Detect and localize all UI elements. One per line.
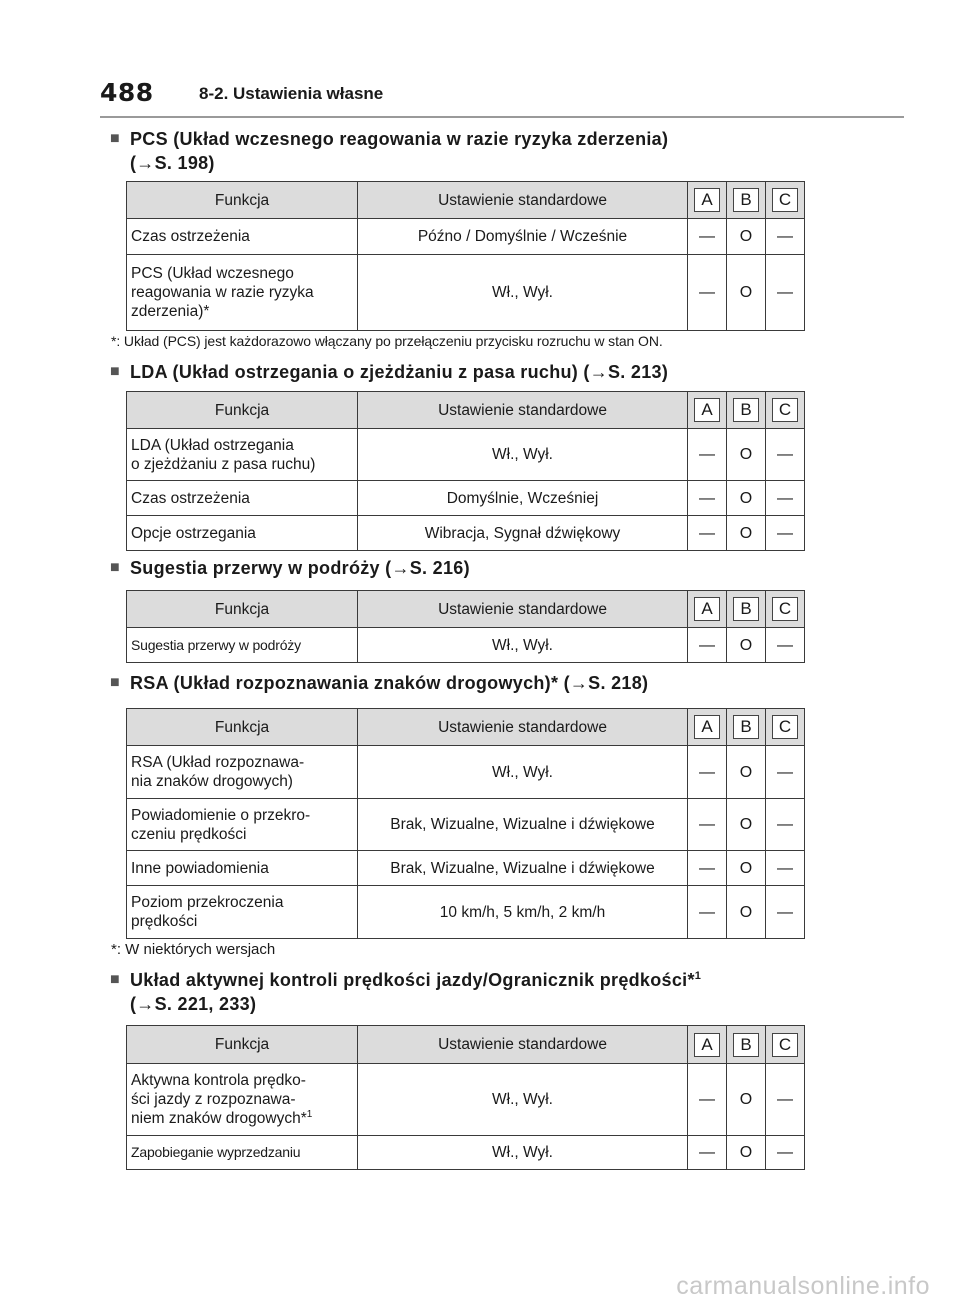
table-row [127,429,805,481]
heading-acc-line1-text: Układ aktywnej kontroli prędkości jazdy/Ogranicznik prędkości* [130,970,695,990]
cell-b: O [727,886,766,939]
cell-c: — [766,481,805,516]
cell-funkcja-line2: o zjeżdżaniu z pasa ruchu) [131,455,316,473]
square-bullet-icon: ■ [110,559,120,576]
column-b-badge: B [733,597,759,621]
column-c-badge: C [772,715,798,739]
header-funkcja: Funkcja [127,709,358,746]
cell-ustawienie: Późno / Domyślnie / Wcześnie [358,219,688,255]
heading-pcs-line2: (→S. 198) [130,153,215,173]
cell-funkcja [127,799,358,851]
watermark: carmanualsonline.info [676,1272,930,1300]
header-funkcja: Funkcja [127,182,358,219]
heading-break-suggestion-line1: Sugestia przerwy w podróży (→S. 216) [130,558,470,578]
cell-c: — [766,1136,805,1170]
cell-ustawienie: Brak, Wizualne, Wizualne i dźwiękowe [358,851,688,886]
footnote-rsa: *: W niektórych wersjach [111,941,276,958]
footnote-marker: 1 [694,970,702,982]
table-row [127,1064,805,1136]
section-title: 8-2. Ustawienia własne [199,84,384,103]
cell-funkcja: Zapobieganie wyprzedzaniu [127,1136,358,1170]
heading-pcs [110,127,668,175]
cell-funkcja: Czas ostrzeżenia [127,219,358,255]
column-a-badge: A [694,1033,720,1057]
cell-a: — [688,1064,727,1136]
cell-funkcja-line1: Powiadomienie o przekro- [131,806,311,824]
cell-b: O [727,1064,766,1136]
header-ustawienie: Ustawienie standardowe [358,182,688,219]
footnote-pcs: *: Układ (PCS) jest każdorazowo włączany po przełączeniu przycisku rozruchu w stan ON. [111,333,663,349]
column-b-badge: B [733,1033,759,1057]
table-row [127,628,805,663]
column-c-badge: C [772,188,798,212]
cell-c: — [766,799,805,851]
cell-a: — [688,851,727,886]
table-row [127,219,805,255]
cell-a: — [688,255,727,331]
table-header-row [127,1026,805,1064]
cell-ustawienie: Brak, Wizualne, Wizualne i dźwiękowe [358,799,688,851]
cell-funkcja-line1: LDA (Układ ostrzegania [131,436,294,454]
table-header-row [127,182,805,219]
header-funkcja: Funkcja [127,591,358,628]
cell-funkcja-line3-text: niem znaków drogowych* [131,1110,307,1127]
cell-funkcja-line2: prędkości [131,913,198,930]
table-pcs [126,181,805,331]
cell-a: — [688,219,727,255]
column-a-badge: A [694,398,720,422]
cell-funkcja: PCS (Układ wczesnego reagowania w razie ryzyka zderzenia)* [127,255,358,331]
cell-a: — [688,746,727,799]
cell-ustawienie: Wł., Wył. [358,1064,688,1136]
header-funkcja: Funkcja [127,1026,358,1064]
heading-acc-line2: (→S. 221, 233) [130,994,257,1014]
cell-funkcja-line1: Aktywna kontrola prędko- [131,1072,306,1089]
table-row [127,746,805,799]
cell-ustawienie: Wł., Wył. [358,746,688,799]
cell-ustawienie: Wł., Wył. [358,1136,688,1170]
cell-a: — [688,628,727,663]
cell-b: O [727,628,766,663]
column-b-badge: B [733,715,759,739]
header-ustawienie: Ustawienie standardowe [358,1026,688,1064]
cell-ustawienie: Domyślnie, Wcześniej [358,481,688,516]
cell-a: — [688,481,727,516]
heading-rsa [110,671,648,695]
cell-b: O [727,481,766,516]
cell-ustawienie: Wibracja, Sygnał dźwiękowy [358,516,688,551]
cell-c: — [766,886,805,939]
cell-funkcja [127,1064,358,1136]
column-b-badge: B [733,188,759,212]
header-ustawienie: Ustawienie standardowe [358,709,688,746]
cell-funkcja-line1: Poziom przekroczenia [131,894,284,911]
cell-ustawienie: 10 km/h, 5 km/h, 2 km/h [358,886,688,939]
cell-a: — [688,516,727,551]
heading-lda [110,360,668,384]
cell-c: — [766,255,805,331]
column-a-badge: A [694,715,720,739]
cell-b: O [727,255,766,331]
cell-funkcja-line1: RSA (Układ rozpoznawa- [131,754,305,771]
heading-acc-line1 [110,968,701,992]
cell-funkcja [127,429,358,481]
cell-a: — [688,886,727,939]
cell-funkcja: Opcje ostrzegania [127,516,358,551]
cell-ustawienie: Wł., Wył. [358,255,688,331]
cell-a: — [688,1136,727,1170]
cell-funkcja-line2: nia znaków drogowych) [131,773,293,790]
table-row [127,799,805,851]
column-c-badge: C [772,597,798,621]
table-rsa [126,708,805,939]
table-row [127,255,805,331]
cell-b: O [727,429,766,481]
square-bullet-icon: ■ [110,363,120,380]
heading-lda-line1: LDA (Układ ostrzegania o zjeżdżaniu z pasa ruchu) (→S. 213) [130,362,669,382]
table-row [127,851,805,886]
cell-c: — [766,429,805,481]
cell-funkcja [127,886,358,939]
table-row [127,886,805,939]
table-row [127,1136,805,1170]
cell-c: — [766,219,805,255]
table-lda [126,391,805,551]
square-bullet-icon: ■ [110,130,120,147]
cell-funkcja: Czas ostrzeżenia [127,481,358,516]
square-bullet-icon: ■ [110,971,120,988]
footnote-marker: 1 [306,1108,313,1120]
heading-pcs-line1: PCS (Układ wczesnego reagowania w razie ryzyka zderzenia) [130,129,669,149]
cell-funkcja: Inne powiadomienia [127,851,358,886]
cell-c: — [766,516,805,551]
table-row [127,516,805,551]
cell-b: O [727,851,766,886]
cell-funkcja-line2: ści jazdy z rozpoznawa- [131,1091,296,1108]
cell-a: — [688,429,727,481]
cell-b: O [727,516,766,551]
cell-c: — [766,746,805,799]
cell-ustawienie: Wł., Wył. [358,628,688,663]
table-header-row [127,392,805,429]
cell-ustawienie: Wł., Wył. [358,429,688,481]
cell-funkcja: Sugestia przerwy w podróży [127,628,358,663]
table-row [127,481,805,516]
cell-funkcja-line2: czeniu prędkości [131,825,247,843]
table-header-row [127,709,805,746]
column-b-badge: B [733,398,759,422]
table-break-suggestion [126,590,805,663]
column-c-badge: C [772,1033,798,1057]
page-number: 488 [100,78,154,107]
header-funkcja: Funkcja [127,392,358,429]
heading-acc [110,968,701,1016]
column-c-badge: C [772,398,798,422]
cell-c: — [766,1064,805,1136]
column-a-badge: A [694,188,720,212]
cell-c: — [766,628,805,663]
heading-rsa-line1: RSA (Układ rozpoznawania znaków drogowych)* (→S. 218) [130,673,649,693]
table-acc [126,1025,805,1170]
header-ustawienie: Ustawienie standardowe [358,591,688,628]
column-a-badge: A [694,597,720,621]
header-ustawienie: Ustawienie standardowe [358,392,688,429]
cell-b: O [727,219,766,255]
square-bullet-icon: ■ [110,674,120,691]
cell-b: O [727,746,766,799]
cell-a: — [688,799,727,851]
cell-c: — [766,851,805,886]
cell-b: O [727,1136,766,1170]
page-header [100,78,904,118]
heading-break-suggestion [110,556,470,580]
cell-b: O [727,799,766,851]
cell-funkcja-line3 [131,1109,353,1128]
cell-funkcja [127,746,358,799]
table-header-row [127,591,805,628]
